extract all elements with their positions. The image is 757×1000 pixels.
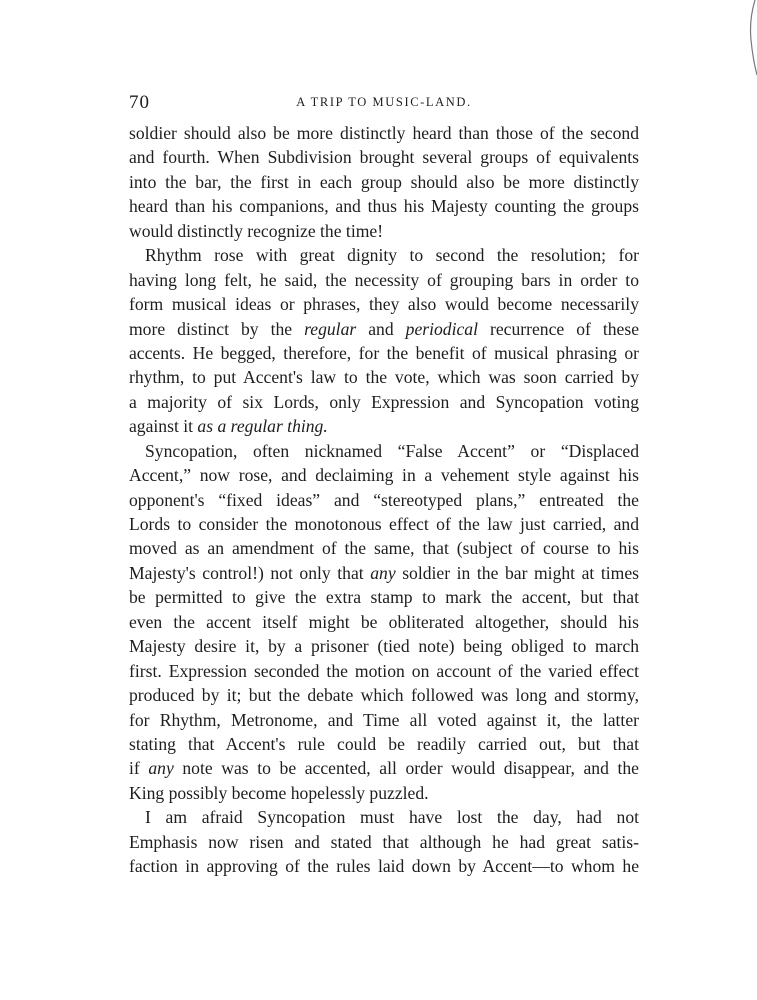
italic-run: as a regular thing. xyxy=(197,416,328,437)
italic-run: any xyxy=(370,562,396,583)
text-run: more distinct by the xyxy=(129,318,305,339)
italic-run: any xyxy=(148,758,174,779)
text-run: Majesty's control!) not only that xyxy=(129,562,371,583)
text-line: opponent's “fixed ideas” and “stereotyped plans,” entreated the xyxy=(129,489,639,510)
text-run: against it xyxy=(129,416,198,437)
text-run: if xyxy=(129,758,149,779)
text-line: Syncopation, often nicknamed “False Accent” or “Displaced xyxy=(145,440,639,461)
text-line: form musical ideas or phrases, they also would become necessarily xyxy=(129,294,639,315)
text-line: even the accent itself might be obliterated altogether, should his xyxy=(129,611,639,632)
text-line: for Rhythm, Metronome, and Time all voted against it, the latter xyxy=(129,709,639,730)
page-header xyxy=(129,92,639,116)
text-line xyxy=(129,414,639,438)
text-line: I am afraid Syncopation must have lost the day, had not xyxy=(145,807,639,828)
text-line: Accent,” now rose, and declaiming in a vehement style against his xyxy=(129,465,639,486)
text-line: heard than his companions, and thus his Majesty counting the groups xyxy=(129,196,639,217)
text-line: would distinctly recognize the time! xyxy=(129,220,384,241)
text-line: be permitted to give the extra stamp to mark the accent, but that xyxy=(129,587,639,608)
page-edge-mark xyxy=(745,0,757,80)
italic-run: regular xyxy=(304,318,357,339)
text-line: accents. He begged, therefore, for the benefit of musical phrasing or xyxy=(129,342,639,363)
text-line: produced by it; but the debate which followed was long and stormy, xyxy=(129,685,639,706)
text-line xyxy=(129,561,639,585)
text-line: King possibly become hopelessly puzzled. xyxy=(129,782,429,803)
text-line: soldier should also be more distinctly heard than those of the second xyxy=(129,123,639,143)
running-title: A TRIP TO MUSIC-LAND. xyxy=(296,95,472,109)
text-run: soldier in the bar might at times xyxy=(395,562,640,583)
text-line xyxy=(129,756,639,780)
text-line: Lords to consider the monotonous effect of the law just carried, and xyxy=(129,514,639,534)
text-run: and xyxy=(356,318,406,339)
text-line: rhythm, to put Accent's law to the vote, which was soon carried by xyxy=(129,367,639,388)
page-number: 70 xyxy=(129,92,150,113)
text-line: stating that Accent's rule could be readily carried out, but that xyxy=(129,733,639,754)
text-run: note was to be accented, all order would disappear, and the xyxy=(173,758,639,779)
text-line: a majority of six Lords, only Expression and Syncopation voting xyxy=(129,391,639,412)
text-line: moved as an amendment of the same, that (subject of course to his xyxy=(129,538,639,559)
text-line: and fourth. When Subdivision brought several groups of equivalents xyxy=(129,147,639,168)
text-line: first. Expression seconded the motion on account of the varied effect xyxy=(129,660,639,681)
text-line: having long felt, he said, the necessity of grouping bars in order to xyxy=(129,269,639,290)
italic-run: periodical xyxy=(405,318,478,339)
text-line: faction in approving of the rules laid down by Accent—to whom he xyxy=(129,856,639,877)
text-line: Emphasis now risen and stated that although he had great satis- xyxy=(129,831,639,852)
text-line: Majesty desire it, by a prisoner (tied note) being obliged to march xyxy=(129,636,639,657)
text-line: Rhythm rose with great dignity to second the resolution; for xyxy=(145,245,639,266)
text-line xyxy=(129,317,639,341)
text-line: into the bar, the first in each group should also be more distinctly xyxy=(129,171,639,192)
text-run: recurrence of these xyxy=(477,318,640,339)
body-text xyxy=(129,121,639,879)
